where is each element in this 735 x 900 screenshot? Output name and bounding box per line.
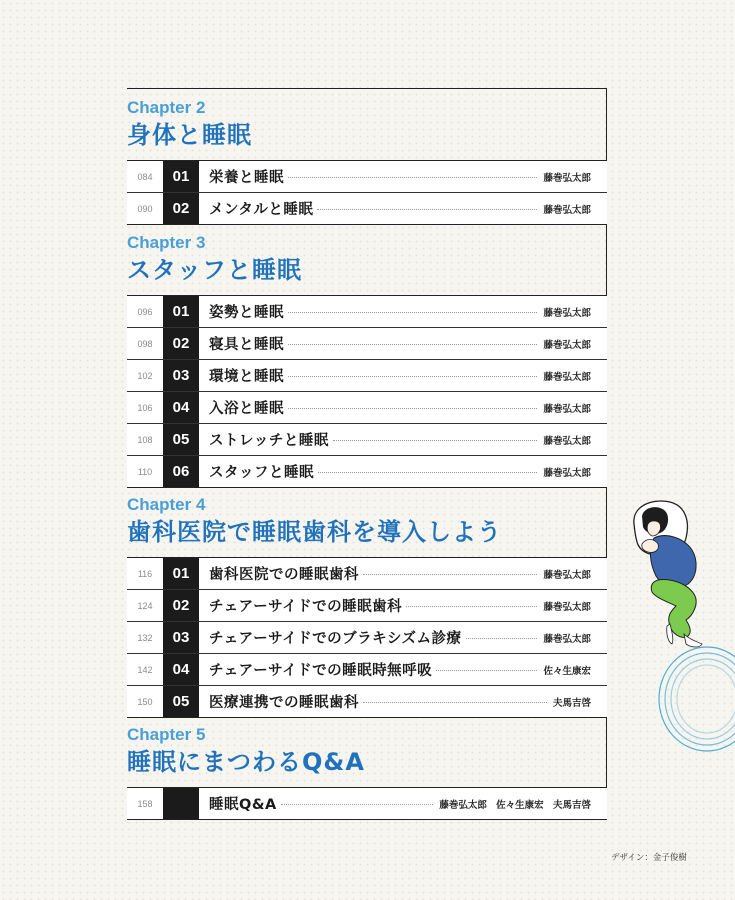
page-number: 090 xyxy=(137,203,153,214)
toc-row[interactable] xyxy=(127,392,607,424)
item-author: 藤巻弘太郎 xyxy=(543,569,591,581)
item-number: 02 xyxy=(163,590,199,621)
item-author: 藤巻弘太郎 xyxy=(543,403,591,415)
item-author: 藤巻弘太郎 佐々生康宏 夫馬吉啓 xyxy=(439,799,591,811)
toc-row[interactable] xyxy=(127,161,607,193)
item-number: 05 xyxy=(163,686,199,717)
item-title: 姿勢と睡眠 xyxy=(199,301,288,322)
page-number: 124 xyxy=(137,600,153,611)
chapter-label: Chapter 2 xyxy=(127,98,206,117)
item-author: 藤巻弘太郎 xyxy=(543,339,591,351)
item-number: 02 xyxy=(163,328,199,359)
item-number: 01 xyxy=(163,558,199,589)
page-number: 110 xyxy=(137,466,153,477)
toc-row[interactable] xyxy=(127,328,607,360)
dotted-leader xyxy=(363,573,537,575)
chapter-label: Chapter 3 xyxy=(127,233,206,252)
item-author: 藤巻弘太郎 xyxy=(543,307,591,319)
dotted-leader xyxy=(363,701,547,703)
item-number: 01 xyxy=(163,161,199,192)
page-number: 102 xyxy=(137,370,153,381)
toc-row[interactable] xyxy=(127,456,607,487)
item-title: チェアーサイドでのブラキシズム診療 xyxy=(199,627,466,648)
item-title: 栄養と睡眠 xyxy=(199,166,288,187)
item-number: 06 xyxy=(163,456,199,487)
item-number xyxy=(163,788,199,819)
toc-row[interactable] xyxy=(127,622,607,654)
dotted-leader xyxy=(317,208,537,210)
item-author: 藤巻弘太郎 xyxy=(543,204,591,216)
toc-row[interactable] xyxy=(127,360,607,392)
item-title: チェアーサイドでの睡眠歯科 xyxy=(199,595,406,616)
item-title: 環境と睡眠 xyxy=(199,365,288,386)
toc-row[interactable] xyxy=(127,654,607,686)
item-author: 藤巻弘太郎 xyxy=(543,172,591,184)
toc-row[interactable] xyxy=(127,558,607,590)
page-number: 132 xyxy=(137,632,153,643)
page-number: 084 xyxy=(137,171,153,182)
page-number: 150 xyxy=(137,696,153,707)
dotted-leader xyxy=(288,311,537,313)
dotted-leader xyxy=(288,407,537,409)
dotted-leader xyxy=(288,375,537,377)
item-title: 睡眠Q&A xyxy=(199,793,281,814)
dotted-leader xyxy=(318,471,537,473)
page-number: 106 xyxy=(137,402,153,413)
item-title: ストレッチと睡眠 xyxy=(199,429,333,450)
page-number: 116 xyxy=(137,568,153,579)
dotted-leader xyxy=(436,669,537,671)
toc-row[interactable] xyxy=(127,590,607,622)
item-number: 05 xyxy=(163,424,199,455)
chapter-title: 身体と睡眠 xyxy=(127,121,252,149)
toc-list xyxy=(127,295,607,488)
item-number: 04 xyxy=(163,654,199,685)
page-number: 142 xyxy=(137,664,153,675)
item-author: 夫馬吉啓 xyxy=(552,697,591,709)
item-number: 03 xyxy=(163,360,199,391)
chapter-3-section xyxy=(127,233,607,488)
dotted-leader xyxy=(281,803,434,805)
item-title: スタッフと睡眠 xyxy=(199,461,318,482)
dotted-leader xyxy=(288,176,537,178)
item-author: 佐々生康宏 xyxy=(543,665,591,677)
toc-row[interactable] xyxy=(127,788,607,819)
item-number: 04 xyxy=(163,392,199,423)
item-author: 藤巻弘太郎 xyxy=(543,371,591,383)
chapter-5-section xyxy=(127,725,607,820)
dotted-leader xyxy=(406,605,537,607)
sleeping-person-illustration xyxy=(612,494,735,764)
dotted-leader xyxy=(466,637,538,639)
item-author: 藤巻弘太郎 xyxy=(543,435,591,447)
chapter-2-section xyxy=(127,98,607,225)
item-author: 藤巻弘太郎 xyxy=(543,633,591,645)
item-number: 01 xyxy=(163,296,199,327)
toc-row[interactable] xyxy=(127,424,607,456)
chapter-label: Chapter 4 xyxy=(127,495,206,514)
ripple-rings-icon xyxy=(659,647,735,751)
design-credit: デザイン：金子俊樹 xyxy=(611,853,687,863)
item-title: チェアーサイドでの睡眠時無呼吸 xyxy=(199,659,436,680)
item-title: 歯科医院での睡眠歯科 xyxy=(199,563,363,584)
chapter-label: Chapter 5 xyxy=(127,725,206,744)
page-number: 096 xyxy=(137,306,153,317)
toc-row[interactable] xyxy=(127,686,607,717)
toc-row[interactable] xyxy=(127,193,607,224)
toc-list xyxy=(127,787,607,820)
toc-list xyxy=(127,557,607,718)
chapter-title: 睡眠にまつわるQ&A xyxy=(127,748,365,776)
page-number: 108 xyxy=(137,434,153,445)
dotted-leader xyxy=(288,343,537,345)
toc-row[interactable] xyxy=(127,296,607,328)
chapter-title: 歯科医院で睡眠歯科を導入しよう xyxy=(127,518,502,546)
chapter-4-section xyxy=(127,495,607,718)
item-title: 入浴と睡眠 xyxy=(199,397,288,418)
page-number: 098 xyxy=(137,338,153,349)
dotted-leader xyxy=(333,439,538,441)
item-number: 02 xyxy=(163,193,199,224)
page-number: 158 xyxy=(137,798,153,809)
item-author: 藤巻弘太郎 xyxy=(543,601,591,613)
item-title: 医療連携での睡眠歯科 xyxy=(199,691,363,712)
item-title: 寝具と睡眠 xyxy=(199,333,288,354)
chapter-title: スタッフと睡眠 xyxy=(127,256,302,284)
item-author: 藤巻弘太郎 xyxy=(543,467,591,479)
item-title: メンタルと睡眠 xyxy=(199,198,317,219)
item-number: 03 xyxy=(163,622,199,653)
toc-list xyxy=(127,160,607,225)
